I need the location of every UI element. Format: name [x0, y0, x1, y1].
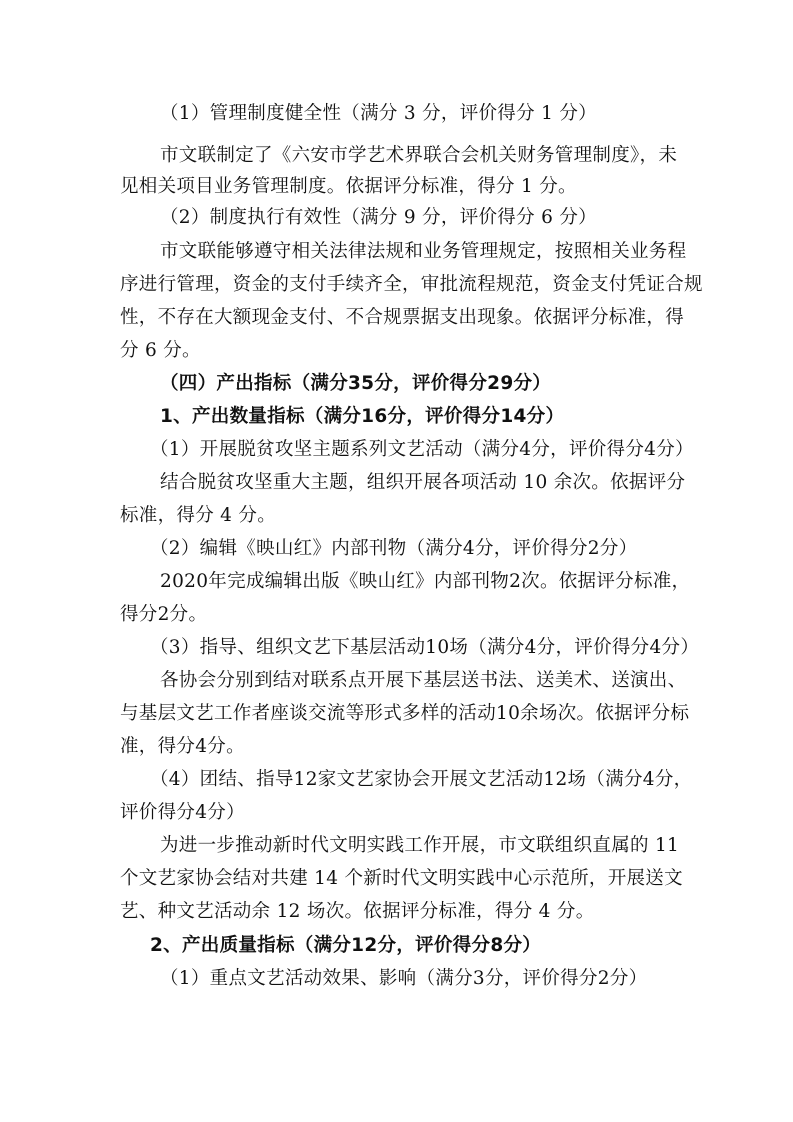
text-line-5: 市文联能够遵守相关法律法规和业务管理规定，按照相关业务程 [160, 241, 687, 262]
text-line-21: （4）团结、指导12家文艺家协会开展文艺活动12场（满分4分， [150, 769, 693, 790]
text-line-17: （3）指导、组织文艺下基层活动10场（满分4分，评价得分4分） [150, 637, 700, 658]
text-line-12: 结合脱贫攻坚重大主题，组织开展各项活动 10 余次。依据评分 [160, 472, 686, 493]
text-line-27: （1）重点文艺活动效果、影响（满分3分，评价得分2分） [160, 968, 648, 989]
section-heading-output: （四）产出指标（满分35分，评价得分29分） [160, 373, 552, 394]
text-line-11: （1）开展脱贫攻坚主题系列文艺活动（满分4分，评价得分4分） [150, 439, 694, 460]
text-line-20: 准，得分4分。 [120, 736, 245, 757]
text-line-15: 2020年完成编辑出版《映山红》内部刊物2次。依据评分标准， [160, 571, 691, 592]
text-line-8: 分 6 分。 [120, 340, 201, 361]
text-line-1: （1）管理制度健全性（满分 3 分，评价得分 1 分） [160, 103, 597, 124]
text-line-23: 为进一步推动新时代文明实践工作开展，市文联组织直属的 11 [160, 835, 680, 856]
text-line-4: （2）制度执行有效性（满分 9 分，评价得分 6 分） [160, 207, 597, 228]
text-line-19: 与基层文艺工作者座谈交流等形式多样的活动10余场次。依据评分标 [120, 703, 690, 724]
text-line-6: 序进行管理，资金的支付手续齐全，审批流程规范，资金支付凭证合规 [120, 274, 703, 295]
text-line-7: 性，不存在大额现金支付、不合规票据支出现象。依据评分标准，得 [120, 307, 685, 328]
text-line-14: （2）编辑《映山红》内部刊物（满分4分，评价得分2分） [150, 538, 638, 559]
text-line-24: 个文艺家协会结对共建 14 个新时代文明实践中心示范所，开展送文 [120, 868, 683, 889]
subheading-output-quality: 2、产出质量指标（满分12分，评价得分8分） [150, 935, 542, 956]
text-line-2: 市文联制定了《六安市学艺术界联合会机关财务管理制度》，未 [160, 145, 678, 166]
text-line-3: 见相关项目业务管理制度。依据评分标准，得分 1 分。 [120, 176, 577, 197]
text-line-16: 得分2分。 [120, 604, 208, 625]
text-line-13: 标准，得分 4 分。 [120, 505, 277, 526]
subheading-output-quantity: 1、产出数量指标（满分16分，评价得分14分） [160, 406, 565, 427]
text-line-18: 各协会分别到结对联系点开展下基层送书法、送美术、送演出、 [160, 670, 687, 691]
text-line-22: 评价得分4分） [120, 802, 245, 823]
text-line-25: 艺、种文艺活动余 12 场次。依据评分标准，得分 4 分。 [120, 901, 595, 922]
